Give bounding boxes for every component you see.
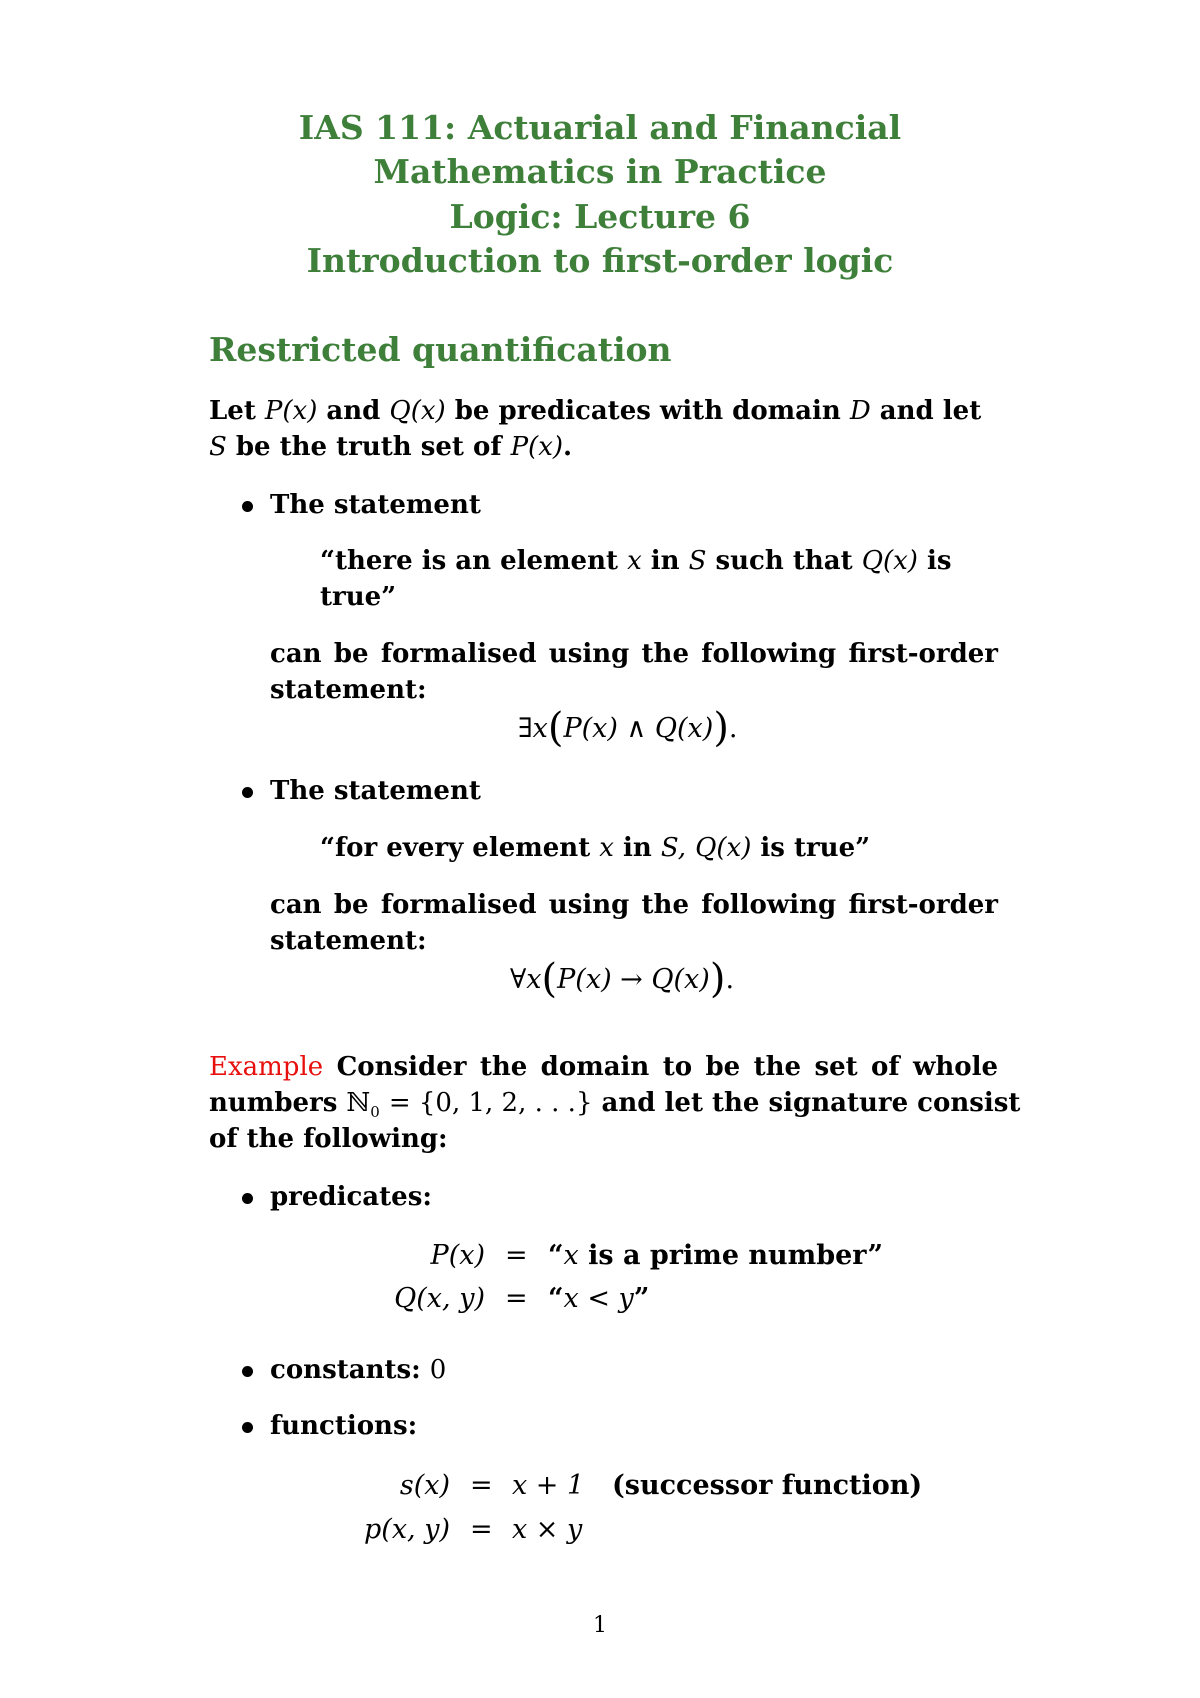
bullet-dot-4 (242, 1366, 253, 1377)
bullet-1-in: in (650, 546, 680, 576)
predicate-1-eq: = (505, 1240, 528, 1271)
bullet-1-can-be: can be formalised using the following first-order (270, 639, 998, 669)
intro-let: Let (209, 396, 256, 426)
formula-1-body: P(x) ∧ Q(x) (563, 713, 714, 744)
bullet-2-statement: statement: (270, 926, 427, 956)
bullet-1-statement: statement: (270, 675, 427, 705)
naturals-symbol: ℕ$_0$ (346, 1088, 380, 1122)
constants-label: constants: (270, 1355, 421, 1385)
intro-s: S (209, 432, 227, 462)
intro-period: . (563, 432, 573, 462)
formula-1-prefix: ∃x (518, 713, 548, 744)
title-line-4: Introduction to first-order logic (306, 241, 894, 280)
example-line-1 (209, 1052, 998, 1082)
intro-px: P(x) (264, 396, 318, 426)
bullet-1-quote-line-1 (320, 546, 952, 576)
bullet-2-can-be: can be formalised using the following first-order (270, 890, 998, 920)
bullet-2-quote-b: is true” (760, 833, 871, 863)
bullet-2-qx: Q(x) (695, 833, 752, 863)
example-line-3: of the following: (209, 1124, 448, 1154)
intro-line-2 (209, 432, 572, 462)
bullet-dot-1 (242, 501, 253, 512)
constants-value: 0 (429, 1355, 447, 1385)
intro-qx: Q(x) (389, 396, 446, 426)
intro-line-1 (209, 396, 981, 426)
formula-2-body: P(x) → Q(x) (557, 964, 710, 995)
title-line-2: Mathematics in Practice (373, 152, 827, 191)
bullet-1-x: x (627, 546, 642, 576)
predicate-2-eq: = (505, 1283, 528, 1314)
bullet-1-label: The statement (270, 490, 481, 520)
function-2-rhs: x × y (512, 1514, 583, 1545)
bullet-1-such-that: such that (715, 546, 853, 576)
constants-line (270, 1355, 446, 1385)
predicates-label: predicates: (270, 1182, 432, 1212)
example-line-1-text: Consider the domain to be the set of whole (336, 1052, 998, 1082)
section-heading: Restricted quantification (209, 330, 672, 369)
title-line-1: IAS 111: Actuarial and Financial (298, 108, 902, 147)
intro-predicates: be predicates with domain (454, 396, 841, 426)
function-2-eq: = (470, 1514, 493, 1545)
bullet-1-s: S (688, 546, 707, 576)
bullet-1-qx: Q(x) (861, 546, 918, 576)
bullet-2-quote-a: “for every element (320, 833, 591, 863)
bullet-2-s: S, (660, 833, 687, 863)
predicate-1-lhs: P(x) (430, 1240, 485, 1271)
bullet-2-label: The statement (270, 776, 481, 806)
functions-label: functions: (270, 1411, 418, 1441)
page-number: 1 (593, 1613, 607, 1638)
example-line-2 (209, 1088, 1021, 1122)
bullet-2-quote (320, 833, 870, 863)
bullet-1-quote-b: true” (320, 582, 397, 612)
predicate-2-lhs: Q(x, y) (394, 1283, 485, 1314)
bullet-2-formula: ∀x(P(x) → Q(x)). (510, 956, 735, 1002)
bullet-dot-5 (242, 1422, 253, 1433)
formula-2-prefix: ∀x (510, 964, 542, 995)
bullet-dot-2 (242, 787, 253, 798)
intro-px2: P(x) (510, 432, 564, 462)
predicate-2-rhs: “x < y” (548, 1283, 650, 1314)
naturals-set: = {0, 1, 2, . . .} (388, 1088, 593, 1118)
intro-truth-set: be the truth set of (235, 432, 502, 462)
bullet-2-x: x (599, 833, 614, 863)
bullet-dot-3 (242, 1193, 253, 1204)
function-1-note: (successor function) (612, 1470, 923, 1501)
bullet-2-in: in (623, 833, 652, 863)
function-1-rhs: x + 1 (512, 1470, 585, 1501)
example-numbers: numbers (209, 1088, 338, 1118)
function-1-lhs: s(x) (399, 1470, 450, 1501)
example-line-2-rest: and let the signature consist (601, 1088, 1021, 1118)
intro-and: and (326, 396, 381, 426)
intro-domain: D (849, 396, 871, 426)
title-line-3: Logic: Lecture 6 (449, 197, 751, 236)
example-label: Example (209, 1052, 324, 1082)
intro-and-let: and let (879, 396, 982, 426)
function-1-eq: = (470, 1470, 493, 1501)
bullet-1-formula: ∃x(P(x) ∧ Q(x)). (518, 705, 738, 751)
predicate-1-rhs: “x is a prime number” (548, 1240, 884, 1271)
function-2-lhs: p(x, y) (364, 1514, 450, 1545)
bullet-1-quote-a: “there is an element (320, 546, 618, 576)
bullet-1-is: is (927, 546, 952, 576)
